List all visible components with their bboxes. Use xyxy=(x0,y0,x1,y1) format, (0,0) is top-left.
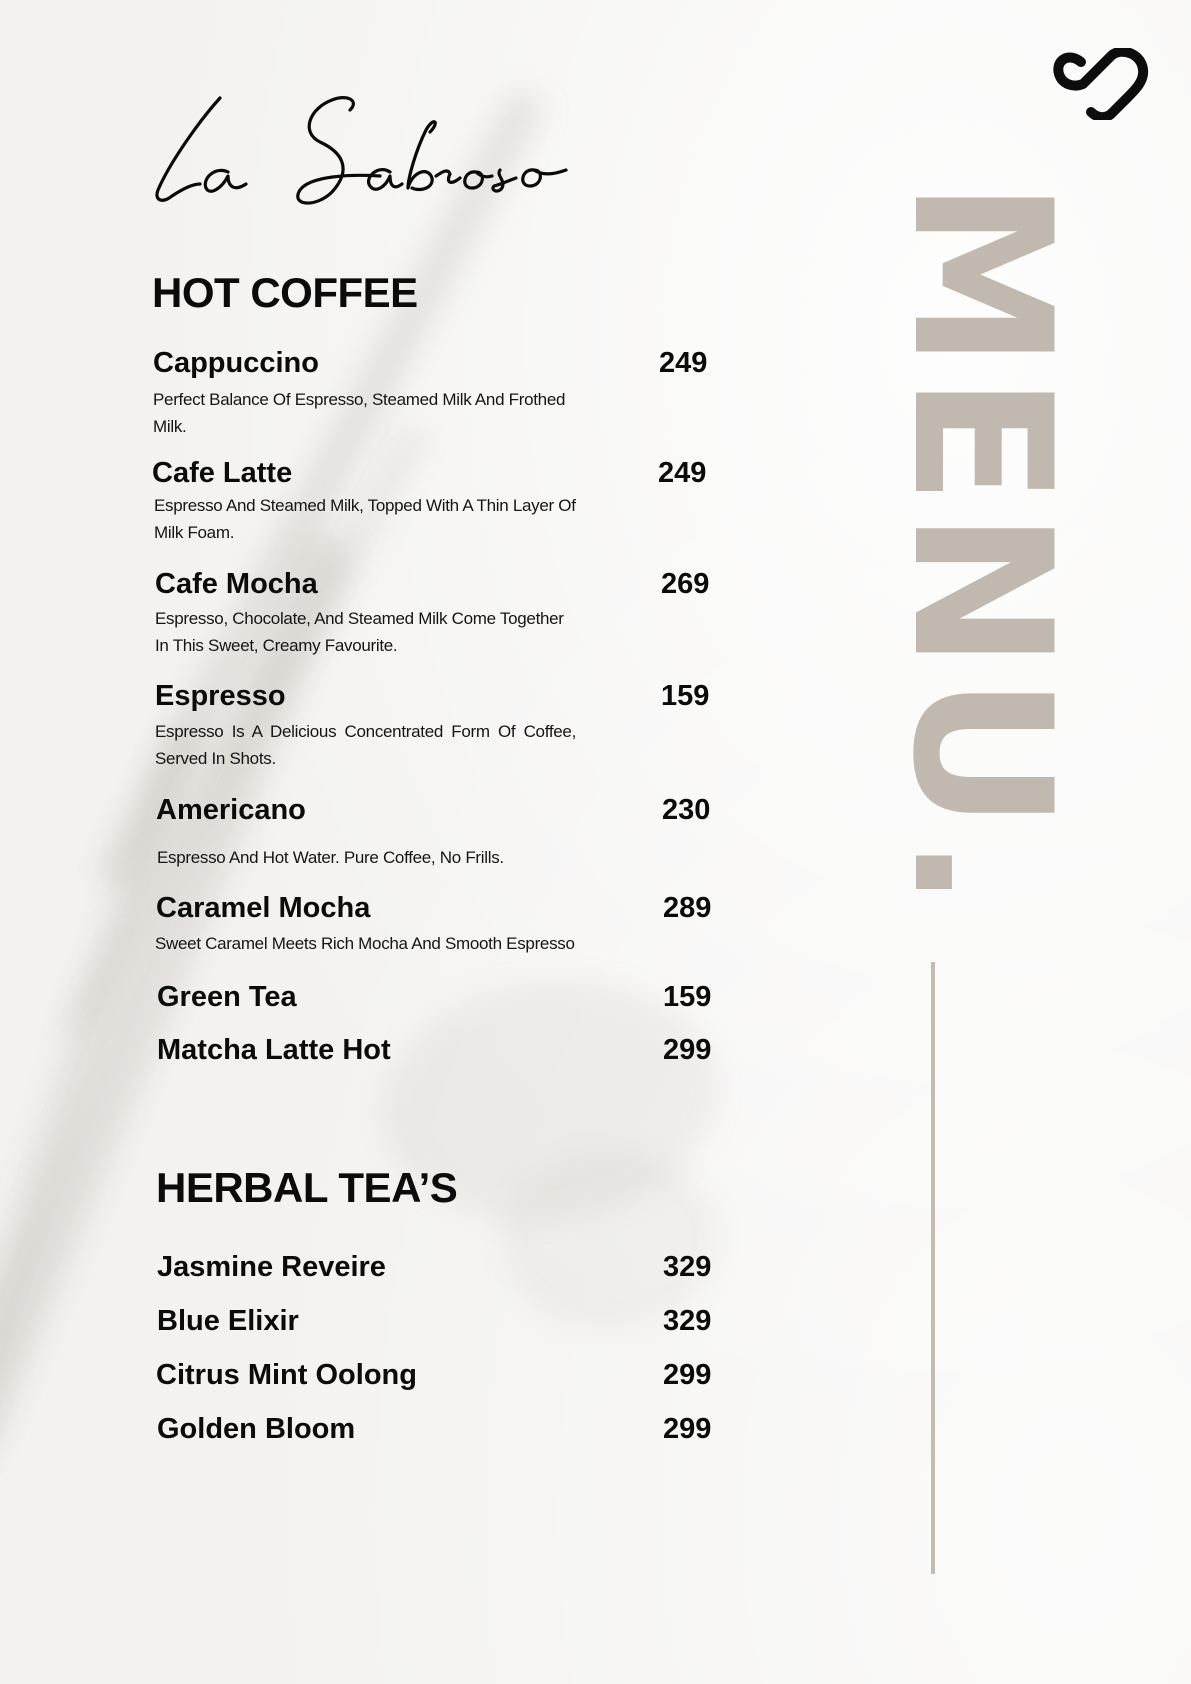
item-name: Caramel Mocha xyxy=(156,892,371,924)
brand-script-signature xyxy=(150,92,570,212)
vertical-divider xyxy=(931,962,935,1574)
item-description: Espresso Is A Delicious Concentrated Form Of Coffee, Served In Shots. xyxy=(155,722,576,768)
item-price: 159 xyxy=(661,680,710,712)
item-description: Espresso, Chocolate, And Steamed Milk Come Together In This Sweet, Creamy Favourite. xyxy=(155,609,564,655)
item-price: 299 xyxy=(663,1413,712,1445)
item-name: Blue Elixir xyxy=(157,1305,299,1337)
item-price: 159 xyxy=(663,981,712,1013)
section-title-herbal-teas: HERBAL TEA’S xyxy=(156,1164,458,1211)
menu-vertical-title xyxy=(871,180,1092,920)
menu-vertical-text: MENU. xyxy=(871,180,1092,915)
item-price: 230 xyxy=(662,794,711,826)
item-name: Espresso xyxy=(155,680,286,712)
item-name: Cafe Latte xyxy=(152,457,293,489)
item-price: 269 xyxy=(661,568,710,600)
infinity-heart-icon xyxy=(1053,48,1153,120)
item-name: Matcha Latte Hot xyxy=(157,1034,391,1066)
item-description: Espresso And Hot Water. Pure Coffee, No Frills. xyxy=(157,848,504,867)
item-description: Espresso And Steamed Milk, Topped With A Thin Layer Of Milk Foam. xyxy=(154,496,576,542)
item-price: 289 xyxy=(663,892,712,924)
item-price: 299 xyxy=(663,1359,712,1391)
item-description: Perfect Balance Of Espresso, Steamed Milk And Frothed Milk. xyxy=(153,390,566,436)
leaf-shadow xyxy=(500,1150,720,1330)
section-title-hot-coffee: HOT COFFEE xyxy=(152,269,418,316)
item-name: Jasmine Reveire xyxy=(157,1251,386,1283)
brand-logotype xyxy=(150,92,570,212)
item-name: Cafe Mocha xyxy=(155,568,318,600)
item-price: 249 xyxy=(658,457,707,489)
item-name: Green Tea xyxy=(157,981,297,1013)
item-name: Golden Bloom xyxy=(157,1413,356,1445)
item-price: 329 xyxy=(663,1305,712,1337)
item-description: Sweet Caramel Meets Rich Mocha And Smooth Espresso xyxy=(155,934,575,953)
item-price: 249 xyxy=(659,347,708,379)
item-price: 299 xyxy=(663,1034,712,1066)
item-name: Americano xyxy=(156,794,306,826)
item-name: Cappuccino xyxy=(153,347,319,379)
item-name: Citrus Mint Oolong xyxy=(156,1359,417,1391)
item-price: 329 xyxy=(663,1251,712,1283)
